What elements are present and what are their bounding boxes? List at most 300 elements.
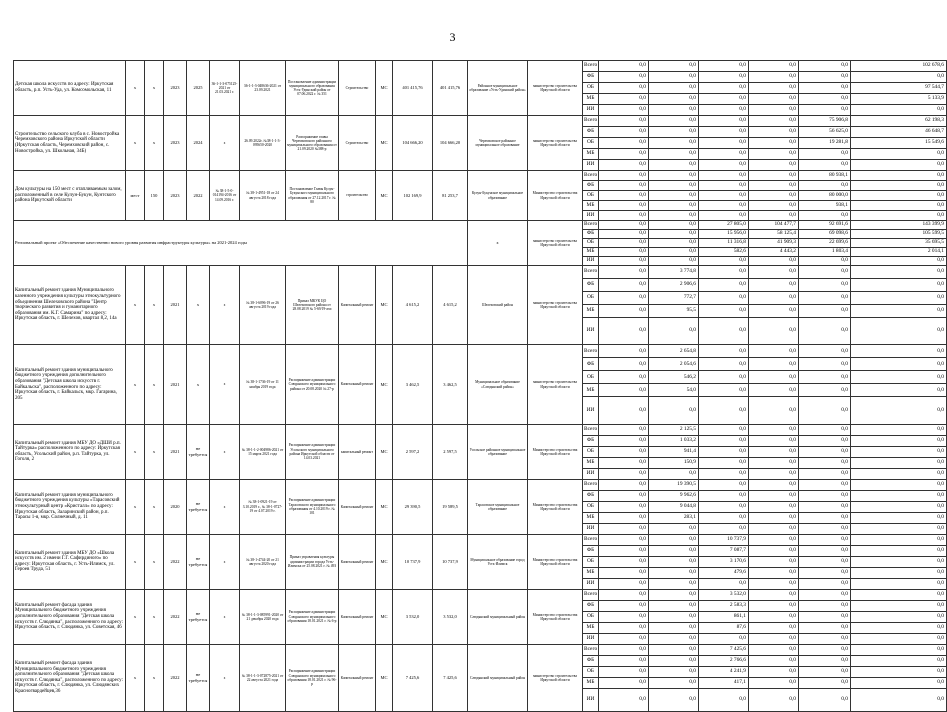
year-value: 0,0 [699,61,749,72]
year-value: 0,0 [649,138,699,149]
year-value: 0,0 [649,116,699,127]
year-value: 0,0 [749,318,799,345]
year-value: 0,0 [799,83,851,94]
year-value: 0,0 [599,523,649,534]
year-value: 0,0 [799,266,851,279]
object-customer: Министерство строительства Иркутской области [528,171,583,221]
year-value: 0,0 [599,611,649,622]
object-c2: 150 [145,171,164,221]
funding-source: МБ [583,384,599,397]
object-cost1: 401 415,76 [393,61,433,116]
funding-source: Всего [583,424,599,435]
object-work: капитальный ремонт [339,424,376,479]
year-value: 0,0 [749,345,799,358]
year-value: 0,0 [851,501,947,512]
year-value: 0,0 [599,211,649,221]
object-doc: x [210,266,240,345]
year-value: 0,0 [851,633,947,644]
year-value: 0,0 [749,292,799,305]
year-value: 0,0 [851,105,947,116]
year-value: 0,0 [649,622,699,633]
year-value: 0,0 [599,358,649,371]
funding-source: Всего [583,345,599,358]
year-value: 0,0 [649,611,699,622]
year-value: 0,0 [599,149,649,160]
object-c2: x [145,479,164,534]
year-value: 105 599,5 [851,230,947,239]
object-decision: Распоряжение администрации Слюдянского муниципального образования 18.01.2021 г. № 6-р [286,589,339,644]
year-value: 0,0 [599,384,649,397]
object-fund: МС [376,266,393,345]
object-customer: Министерство строительства Иркутской области [528,424,583,479]
funding-source: ИИ [583,688,599,711]
year-value: 0,0 [799,611,851,622]
year-value: 0,0 [749,622,799,633]
year-value: 0,0 [799,160,851,171]
object-c3: 2020 [164,479,187,534]
year-value: 0,0 [799,358,851,371]
year-value: 19 390,5 [649,479,699,490]
year-value: 0,0 [599,468,649,479]
year-value: 0,0 [851,545,947,556]
year-value: 0,0 [599,622,649,633]
object-c3: 2022 [164,589,187,644]
year-value: 22 699,6 [799,239,851,248]
object-fund: МС [376,589,393,644]
funding-source: МБ [583,149,599,160]
object-fund: МС [376,479,393,534]
year-value: 0,0 [749,257,799,266]
year-value: 0,0 [699,116,749,127]
object-fund: МС [376,345,393,424]
object-work: Капитальный ремонт [339,479,376,534]
year-value: 0,0 [851,677,947,688]
year-value: 0,0 [799,181,851,191]
object-expert: № 38-1-1-3-085991-2020 от 21 декабря 2020 года [240,589,286,644]
funding-source: Всего [583,589,599,600]
table-row [14,266,947,279]
year-value: 0,0 [799,468,851,479]
year-value: 0,0 [799,479,851,490]
year-value: 0,0 [649,171,699,181]
year-value: 0,0 [799,589,851,600]
year-value: 0,0 [799,149,851,160]
year-value: 9 962,6 [649,490,699,501]
year-value: 0,0 [649,589,699,600]
year-value: 0,0 [851,688,947,711]
year-value: 0,0 [799,384,851,397]
year-value: 0,0 [749,534,799,545]
year-value: 0,0 [799,600,851,611]
year-value: 0,0 [599,181,649,191]
year-value: 0,0 [649,318,699,345]
program-description: Региональный проект «Обеспечение качественно нового уровня развития инфраструктуры культуры» на 2021-2024 годы [14,221,468,266]
funding-source: ИИ [583,160,599,171]
funding-source: МБ [583,622,599,633]
funding-source: Всего [583,171,599,181]
year-value: 0,0 [649,221,699,230]
object-cost1: 29 390,5 [393,479,433,534]
year-value: 19 281,8 [799,138,851,149]
year-value: 0,0 [799,279,851,292]
table-row [14,534,947,545]
year-value: 0,0 [649,545,699,556]
object-name: Дом культуры на 150 мест с отапливаемым залом, расположенный в селе Кулун-Букун, Кунтского района Иркутской области [14,171,126,221]
year-value: 62 198,3 [851,116,947,127]
table-row [14,116,947,127]
year-value: 0,0 [851,279,947,292]
object-name: Детская школа искусств по адресу: Иркутская область, р.п. Усть-Уда, ул. Комсомольская, 11 [14,61,126,116]
object-doc: 36-1-1-3-075125-2021 от 21.03.2021 г. [210,61,240,116]
year-value: 0,0 [699,384,749,397]
year-value: 0,0 [851,644,947,655]
year-value: 0,0 [799,688,851,711]
object-cost1: 3 462,5 [393,345,433,424]
year-value: 417,1 [699,677,749,688]
year-value: 0,0 [699,160,749,171]
object-cost2: 3 462,5 [433,345,468,424]
object-customer: министерство строительства Иркутской области [528,644,583,711]
object-cost1: 3 532,0 [393,589,433,644]
year-value: 0,0 [649,688,699,711]
year-value: 0,0 [749,171,799,181]
year-value: 0,0 [599,589,649,600]
object-name: Капитальный ремонт здания муниципального бюджетного учреждения дополнительного образования "Детская школа искусств г. Байкальска", расположенного по адресу: Иркутская область, г. Байкальск, мкр. Гагарина, 205 [14,345,126,424]
year-value: 0,0 [851,512,947,523]
object-doc: x [210,534,240,589]
year-value: 0,0 [699,633,749,644]
object-cost2: 19 589,5 [433,479,468,534]
object-work: Строительство [339,116,376,171]
funding-source: МБ [583,201,599,211]
funding-source: ФБ [583,655,599,666]
year-value: 0,0 [851,358,947,371]
object-cost2: 7 425,6 [433,644,468,711]
year-value: 0,0 [599,677,649,688]
year-value: 0,0 [799,633,851,644]
year-value: 0,0 [749,435,799,446]
year-value: 0,0 [599,116,649,127]
year-value: 0,0 [699,201,749,211]
year-value: 0,0 [649,677,699,688]
year-value: 2 906,6 [649,279,699,292]
year-value: 0,0 [699,266,749,279]
year-value: 0,0 [851,318,947,345]
year-value: 15 956,0 [699,230,749,239]
year-value: 0,0 [699,127,749,138]
year-value: 941,4 [649,446,699,457]
year-value: 0,0 [599,127,649,138]
year-value: 0,0 [699,435,749,446]
object-cost2: 4 615,2 [433,266,468,345]
year-value: 0,0 [649,149,699,160]
year-value: 0,0 [749,600,799,611]
year-value: 0,0 [749,116,799,127]
funding-source: ОБ [583,138,599,149]
object-doc: x [210,424,240,479]
object-expert: № 38-1-1-2-004986-2021 от 15 марта 2021 года [240,424,286,479]
year-value: 0,0 [699,257,749,266]
year-value: 27 805,0 [699,221,749,230]
object-c2: x [145,534,164,589]
object-c3: 2023 [164,116,187,171]
object-name: Капитальный ремонт здания муниципального бюджетного учреждения культуры «Тарасовский этнокультурный центр «Кристалл» по адресу: Иркутская область, Заларинский район, р.п. Тарасы 1-я, мкр. Солнечный, д. 11 [14,479,126,534]
year-value: 46 648,7 [851,127,947,138]
year-value: 0,0 [649,191,699,201]
year-value: 0,0 [749,468,799,479]
year-value: 0,0 [799,666,851,677]
year-value: 0,0 [851,655,947,666]
year-value: 0,0 [699,345,749,358]
year-value: 0,0 [749,138,799,149]
funding-source: ИИ [583,633,599,644]
year-value: 0,0 [599,345,649,358]
year-value: 0,0 [851,72,947,83]
year-value: 0,0 [851,191,947,201]
object-work: Капитальный ремонт [339,266,376,345]
year-value: 0,0 [649,257,699,266]
funding-source: ФБ [583,490,599,501]
year-value: 0,0 [699,523,749,534]
year-value: 0,0 [851,266,947,279]
object-customer: министерство строительства Иркутской области [528,266,583,345]
year-value: 0,0 [749,655,799,666]
object-fund: МС [376,61,393,116]
program-customer: министерство строительства Иркутской области [528,221,583,266]
object-work: строительство [339,171,376,221]
funding-source: ФБ [583,279,599,292]
object-expert: 26.09.2022г. №38-1-1-3-095650-2020 [240,116,286,171]
object-work: Капитальный ремонт [339,644,376,711]
year-value: 0,0 [749,61,799,72]
year-value: 0,0 [699,468,749,479]
year-value: 0,0 [749,644,799,655]
year-value: 0,0 [799,446,851,457]
funding-source: ФБ [583,230,599,239]
year-value: 2 014,1 [851,248,947,257]
year-value: 772,7 [649,292,699,305]
year-value: 0,0 [749,305,799,318]
year-value: 0,0 [599,545,649,556]
year-value: 0,0 [599,633,649,644]
year-value: 0,0 [749,556,799,567]
funding-source: ФБ [583,600,599,611]
year-value: 0,0 [699,688,749,711]
object-decision: Приказ управления культуры администрации города Усть-Илимска от 25.08.2021 г. № 493 [286,534,339,589]
year-value: 54,0 [649,384,699,397]
year-value: 9 044,8 [649,501,699,512]
year-value: 0,0 [699,105,749,116]
year-value: 0,0 [599,578,649,589]
object-c2: x [145,345,164,424]
year-value: 41 909,3 [749,239,799,248]
year-value: 0,0 [599,221,649,230]
year-value: 0,0 [649,578,699,589]
funding-source: ОБ [583,666,599,677]
year-value: 0,0 [599,230,649,239]
year-value: 0,0 [649,666,699,677]
object-c4: 2024 [187,116,210,171]
table-row [14,644,947,655]
year-value: 2 654,8 [649,345,699,358]
year-value: 0,0 [851,160,947,171]
year-value: 0,0 [749,384,799,397]
year-value: 0,0 [799,523,851,534]
year-value: 0,0 [799,655,851,666]
object-doc: x [210,116,240,171]
year-value: 0,0 [851,435,947,446]
year-value: 0,0 [599,490,649,501]
year-value: 0,0 [799,512,851,523]
year-value: 0,0 [749,211,799,221]
year-value: 0,0 [599,138,649,149]
object-c1: x [126,644,145,711]
year-value: 0,0 [799,61,851,72]
object-dev: Слюдянский муниципальный район [468,589,528,644]
funding-source: Всего [583,479,599,490]
year-value: 0,0 [599,600,649,611]
object-decision: Распоряжение администрации Слюдянского муниципального образования 18.01.2021 г. № 96-р [286,644,339,711]
year-value: 104 477,7 [749,221,799,230]
year-value: 0,0 [699,446,749,457]
object-name: Капитальный ремонт фасада здания Муниципального бюджетного учреждения дополнительного образования "Детская школа искусств г. Слюдянка", расположенного по адресу: Иркутская область, г. Слюдянка, ул. Советская, 46 [14,589,126,644]
year-value: 0,0 [649,600,699,611]
year-value: 0,0 [851,611,947,622]
object-customer: министерство строительства Иркутской области [528,116,583,171]
year-value: 0,0 [749,457,799,468]
year-value: 3 170,6 [699,556,749,567]
funding-source: МБ [583,457,599,468]
year-value: 97 544,7 [851,83,947,94]
year-value: 0,0 [749,397,799,424]
year-value: 0,0 [699,397,749,424]
year-value: 92 691,6 [799,221,851,230]
investment-objects-table [13,60,947,712]
year-value: 0,0 [649,248,699,257]
year-value: 0,0 [599,305,649,318]
year-value: 0,0 [799,292,851,305]
year-value: 0,0 [799,72,851,83]
year-value: 87,6 [699,622,749,633]
year-value: 0,0 [851,446,947,457]
year-value: 0,0 [599,266,649,279]
year-value: 0,0 [699,171,749,181]
year-value: 2 054,6 [649,358,699,371]
year-value: 0,0 [599,191,649,201]
year-value: 3 532,0 [699,589,749,600]
year-value: 0,0 [851,201,947,211]
year-value: 35 695,5 [851,239,947,248]
funding-source: ФБ [583,72,599,83]
year-value: 0,0 [799,534,851,545]
year-value: 0,0 [699,578,749,589]
object-c4: не требуется [187,424,210,479]
year-value: 938,1 [799,201,851,211]
year-value: 4 443,2 [749,248,799,257]
year-value: 0,0 [799,622,851,633]
year-value: 0,0 [649,556,699,567]
funding-source: МБ [583,248,599,257]
year-value: 0,0 [749,479,799,490]
object-doc: № 38-1-5-0-014194-2016 от 14.09.2016 г. [210,171,240,221]
year-value: 0,0 [799,211,851,221]
object-decision: Постановление Главы Кулун-Букунского муниципального образования от 27.12.2017 г. № 80 [286,171,339,221]
object-customer: Министерство строительства Иркутской области [528,534,583,589]
year-value: 0,0 [799,677,851,688]
year-value: 0,0 [649,230,699,239]
year-value: 0,0 [699,358,749,371]
year-value: 0,0 [699,138,749,149]
object-doc: x [210,345,240,424]
funding-source: ФБ [583,435,599,446]
year-value: 0,0 [799,345,851,358]
year-value: 0,0 [749,666,799,677]
object-c1: x [126,345,145,424]
year-value: 0,0 [851,345,947,358]
year-value: 69 098,6 [799,230,851,239]
year-value: 0,0 [699,512,749,523]
year-value: 0,0 [749,611,799,622]
year-value: 0,0 [851,257,947,266]
year-value: 0,0 [851,589,947,600]
object-expert: № 38-1-4744-20 от 21 августа 2020 года [240,534,286,589]
funding-source: ФБ [583,181,599,191]
year-value: 0,0 [799,490,851,501]
year-value: 0,0 [699,371,749,384]
year-value: 0,0 [699,211,749,221]
year-value: 0,0 [799,567,851,578]
year-value: 0,0 [599,666,649,677]
year-value: 58 125,4 [749,230,799,239]
year-value: 0,0 [649,201,699,211]
page-number: 3 [449,30,456,44]
object-c2: x [145,424,164,479]
funding-source: ИИ [583,468,599,479]
year-value: 0,0 [649,181,699,191]
object-dev: Усольское районное муниципальное образование [468,424,528,479]
year-value: 0,0 [749,358,799,371]
object-customer: Министерство строительства Иркутской области [528,479,583,534]
year-value: 0,0 [699,305,749,318]
object-cost1: 104 666,20 [393,116,433,171]
year-value: 0,0 [649,523,699,534]
object-doc: x [210,589,240,644]
year-value: 11 316,8 [699,239,749,248]
year-value: 0,0 [851,479,947,490]
year-value: 0,0 [749,567,799,578]
year-value: 0,0 [799,556,851,567]
year-value: 0,0 [599,688,649,711]
year-value: 0,0 [599,201,649,211]
year-value: 0,0 [749,191,799,201]
object-name: Капитальный ремонт здания МБУ ДО «ДШИ р.п. Тайтурка» расположенного по адресу: Иркутская область, Усольский район, р.п. Тайтурка, ул. Гоголя, 2 [14,424,126,479]
funding-source: МБ [583,567,599,578]
year-value: 0,0 [649,397,699,424]
year-value: 0,0 [749,83,799,94]
year-value: 0,0 [699,149,749,160]
year-value: 0,0 [599,257,649,266]
year-value: 5 133,9 [851,94,947,105]
object-cost2: 10 737,9 [433,534,468,589]
funding-source: ИИ [583,318,599,345]
object-c1: x [126,61,145,116]
year-value: 4 241,9 [699,666,749,677]
year-value: 0,0 [699,292,749,305]
object-c1: мест [126,171,145,221]
year-value: 0,0 [749,181,799,191]
year-value: 0,0 [649,468,699,479]
year-value: 2 766,6 [699,655,749,666]
